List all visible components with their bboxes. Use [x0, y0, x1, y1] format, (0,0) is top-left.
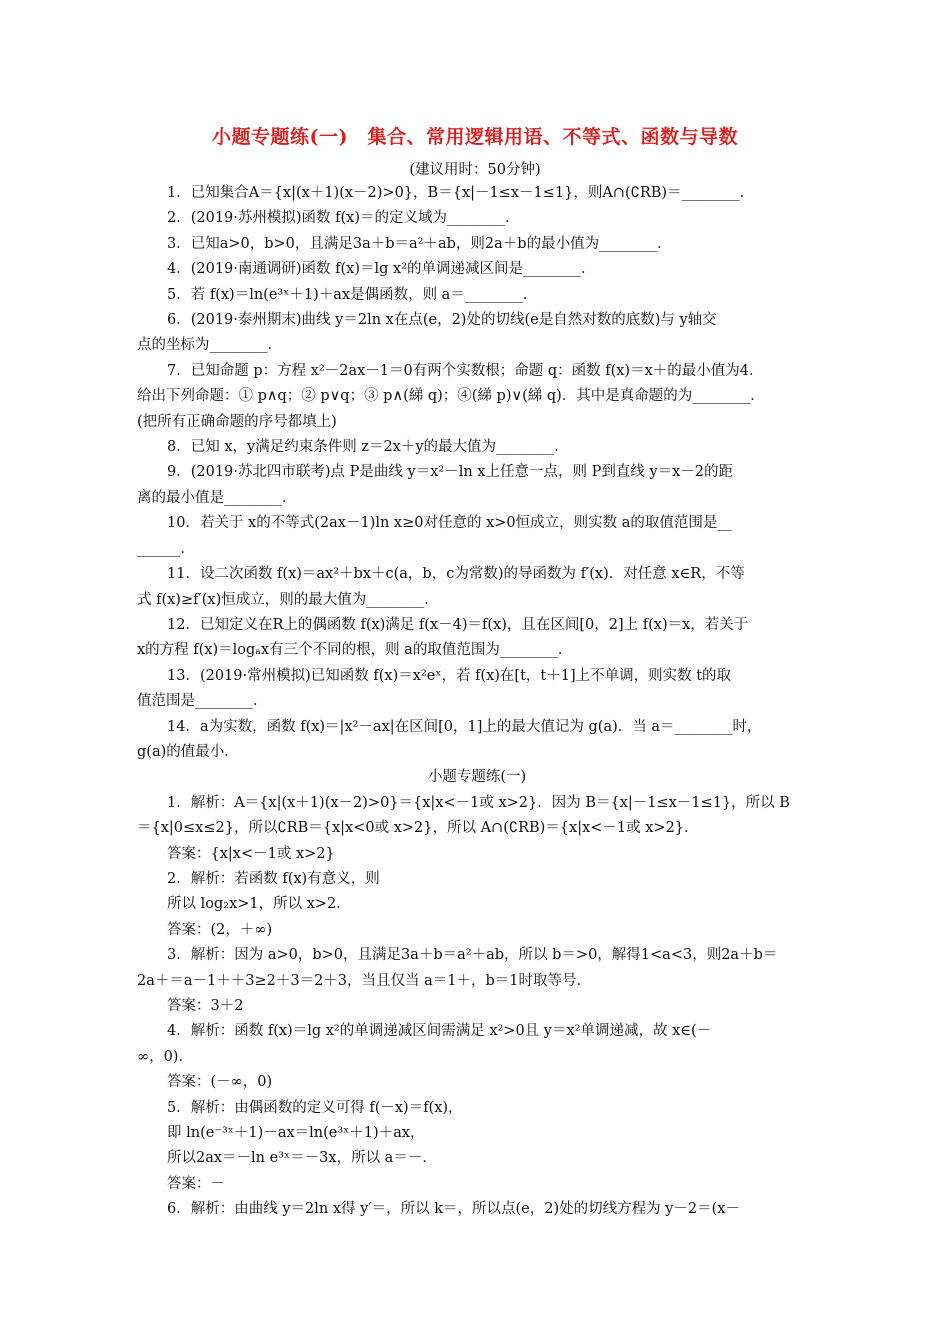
text-line: 所以2ax＝－ln e³ˣ＝－3x，所以 a＝－． — [167, 1150, 437, 1167]
text-line: 2．解析：若函数 f(x)有意义，则 — [167, 870, 380, 887]
text-line: 答案：(－∞，0) — [167, 1074, 273, 1091]
text-line: 即 ln(e⁻³ˣ＋1)－ax＝ln(e³ˣ＋1)＋ax， — [167, 1125, 425, 1142]
text-line: 8．已知 x，y满足约束条件则 z＝2x＋y的最大值为________． — [167, 439, 569, 456]
text-line: 11．设二次函数 f(x)＝ax²＋bx＋c(a，b，c为常数)的导函数为 f′(x)．对任意 x∈R，不等 — [167, 566, 745, 583]
text-line: 答案：3＋2 — [167, 998, 244, 1014]
text-line: 点的坐标为________． — [137, 337, 282, 354]
text-line: (把所有正确命题的序号都填上) — [137, 413, 337, 430]
text-line: 式 f(x)≥f′(x)恒成立，则的最大值为________． — [137, 591, 439, 608]
text-line: x的方程 f(x)＝logₐx有三个不同的根，则 a的取值范围为________． — [137, 642, 573, 659]
text-line: 4．(2019·南通调研)函数 f(x)＝lg x²的单调递减区间是________． — [167, 261, 596, 278]
page-title: 小题专题练(一) 集合、常用逻辑用语、不等式、函数与导数 — [212, 126, 738, 148]
text-line: 答案：－ — [167, 1175, 225, 1192]
text-line: 3．已知a>0，b>0，且满足3a＋b＝a²＋ab，则2a＋b的最小值为________． — [167, 235, 672, 252]
text-line: 12．已知定义在R上的偶函数 f(x)满足 f(x－4)＝f(x)，且在区间[0，2]上 f(x)＝x，若关于 — [167, 616, 749, 633]
answer-section-heading: 小题专题练(一) — [427, 769, 527, 786]
text-line: ＝{x|0≤x≤2}，所以∁RB＝{x|x<0或 x>2}，所以 A∩(∁RB)＝{x|x<－1或 x>2}． — [137, 820, 699, 837]
text-line: 所以 log₂x>1，所以 x>2． — [167, 896, 351, 913]
text-line: 6．解析：由曲线 y＝2ln x得 y′＝，所以 k＝，所以点(e，2)处的切线方程为 y－2＝(x－ — [167, 1201, 740, 1218]
text-line: g(a)的值最小． — [137, 743, 239, 760]
text-line: 2．(2019·苏州模拟)函数 f(x)＝的定义域为________． — [167, 210, 520, 227]
text-line: 13．(2019·常州模拟)已知函数 f(x)＝x²eˣ，若 f(x)在[t，t＋1]上不单调，则实数 t的取 — [167, 667, 732, 684]
text-line: 1．已知集合A＝{x|(x＋1)(x－2)>0}，B＝{x|－1≤x－1≤1}，则A∩(∁RB)＝________． — [167, 185, 755, 201]
text-line: 答案：(2，＋∞) — [167, 921, 273, 938]
text-line: 3．解析：因为 a>0，b>0，且满足3a＋b＝a²＋ab，所以 b＝>0，解得1<a<3，则2a＋b＝ — [167, 947, 778, 964]
text-line: ∞，0)． — [137, 1048, 193, 1065]
text-line: ______． — [137, 540, 195, 557]
document-body — [137, 181, 817, 1223]
text-line: 5．解析：由偶函数的定义可得 f(－x)＝f(x)， — [167, 1099, 463, 1116]
text-line: 6．(2019·泰州期末)曲线 y＝2ln x在点(e，2)处的切线(e是自然对数的底数)与 y轴交 — [167, 312, 717, 329]
page-subtitle: (建议用时：50分钟) — [409, 162, 541, 178]
text-line: 离的最小值是________． — [137, 489, 297, 506]
text-line: 答案：{x|x<－1或 x>2} — [167, 845, 335, 862]
text-line: 14．a为实数，函数 f(x)＝|x²－ax|在区间[0，1]上的最大值记为 g(a)．当 a＝________时， — [167, 718, 762, 735]
text-line: 2a＋＝a－1＋＋3≥2＋3＝2＋3，当且仅当 a＝1＋，b＝1时取等号． — [137, 972, 592, 989]
text-line: 4．解析：函数 f(x)＝lg x²的单调递减区间需满足 x²>0且 y＝x²单调递减，故 x∈(－ — [167, 1023, 712, 1040]
text-line: 7．已知命题 p：方程 x²－2ax－1＝0有两个实数根；命题 q：函数 f(x)＝x＋的最小值为4． — [167, 362, 764, 379]
text-line: 5．若 f(x)＝ln(e³ˣ＋1)＋ax是偶函数，则 a＝________． — [167, 286, 538, 303]
text-line: 给出下列命题：① p∧q；② p∨q；③ p∧(綈 q)；④(綈 p)∨(綈 q)．其中是真命题的为________． — [137, 388, 765, 405]
text-line: 1．解析：A＝{x|(x＋1)(x－2)>0}＝{x|x<－1或 x>2}．因为 B＝{x|－1≤x－1≤1}，所以 B — [167, 794, 790, 811]
text-line: 值范围是________． — [137, 693, 268, 710]
text-line: 9．(2019·苏北四市联考)点 P是曲线 y＝x²－ln x上任意一点，则 P到直线 y＝x－2的距 — [167, 464, 734, 481]
text-line: 10．若关于 x的不等式(2ax－1)ln x≥0对任意的 x>0恒成立，则实数 a的取值范围是__ — [167, 515, 732, 532]
